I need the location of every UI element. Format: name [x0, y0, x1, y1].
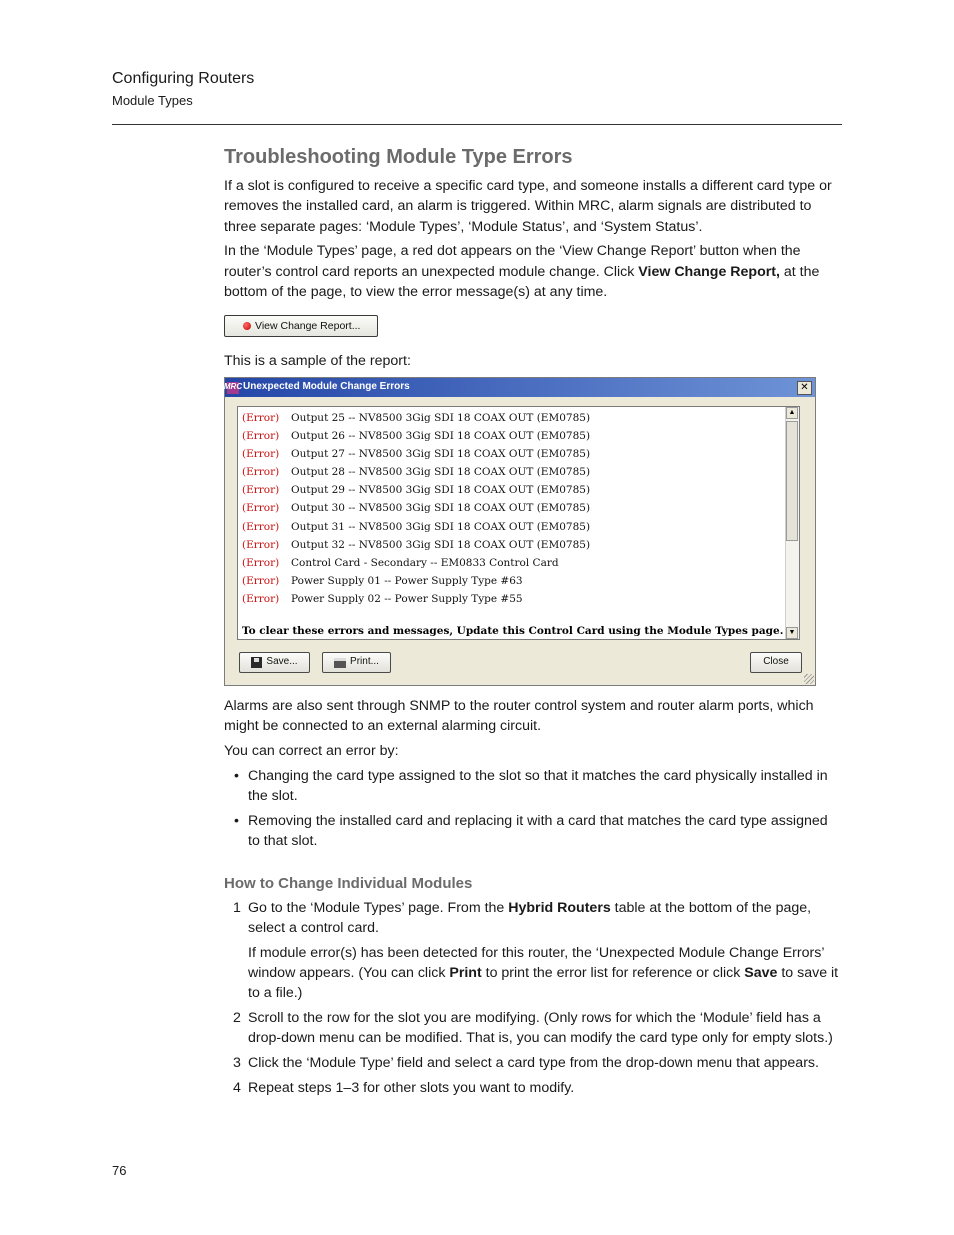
- error-tag: (Error): [242, 466, 280, 479]
- resize-grip-icon[interactable]: [804, 674, 814, 684]
- step-note-part: If module error(s) has been detected for this router, the ‘Unexpected Module Change Errors’ window appears. (You can click: [248, 944, 824, 982]
- running-header-title: Configuring Routers: [112, 70, 255, 87]
- app-icon: MRC: [227, 382, 239, 394]
- correction-options-list: [224, 766, 842, 852]
- scroll-up-icon[interactable]: ▲: [786, 407, 798, 419]
- dialog-titlebar: [225, 378, 815, 397]
- correct-error-intro: You can correct an error by:: [224, 743, 399, 760]
- error-tag: (Error): [242, 411, 280, 424]
- sample-caption: This is a sample of the report:: [224, 352, 411, 369]
- error-tag: (Error): [242, 556, 280, 569]
- list-item: [224, 766, 842, 807]
- save-term: Save: [744, 965, 778, 982]
- view-change-report-term: View Change Report,: [638, 263, 780, 280]
- main-content: [224, 144, 842, 1103]
- step-text-part: table at the bottom of the page, select a control card.: [248, 899, 812, 936]
- bullet-icon: •: [234, 813, 239, 830]
- error-message: Output 29 -- NV8500 3Gig SDI 18 COAX OUT (EM0785): [291, 484, 591, 497]
- page-number: 76: [112, 1163, 127, 1178]
- running-header-subtitle: Module Types: [112, 93, 193, 108]
- list-item: [242, 518, 590, 536]
- error-message: Power Supply 02 -- Power Supply Type #55: [291, 592, 523, 605]
- error-tag: (Error): [242, 430, 280, 443]
- step-number: 3: [233, 1055, 241, 1072]
- step-text: Repeat steps 1–3 for other slots you want to modify.: [248, 1080, 575, 1097]
- header-divider: [112, 124, 842, 125]
- list-item: [242, 481, 590, 499]
- bullet-text: Removing the installed card and replacing it with a card that matches the card type assigned to that slot.: [248, 813, 828, 850]
- step-text: [248, 898, 842, 939]
- step-item: [224, 898, 842, 1004]
- error-tag: (Error): [242, 484, 280, 497]
- error-tag: (Error): [242, 520, 280, 533]
- paragraph-text: In the ‘Module Types’ page, a red dot appears on the ‘View Change Report’ button when the router’s control card reports an unexpected module change. Click: [224, 243, 801, 280]
- paragraph-text: at the bottom of the page, to view the error message(s) at any time.: [224, 263, 820, 300]
- subsection-heading: How to Change Individual Modules: [224, 874, 473, 892]
- list-item: [242, 572, 590, 590]
- list-item: [242, 500, 590, 518]
- error-message: Output 26 -- NV8500 3Gig SDI 18 COAX OUT (EM0785): [291, 430, 591, 443]
- bullet-icon: •: [234, 767, 239, 784]
- print-term: Print: [449, 965, 482, 982]
- step-item: [224, 1078, 842, 1098]
- list-item: [242, 445, 590, 463]
- list-item: [242, 536, 590, 554]
- step-text-part: Go to the ‘Module Types’ page. From the: [248, 899, 509, 916]
- list-item: [242, 427, 590, 445]
- scrollbar-thumb[interactable]: [786, 421, 798, 541]
- printer-icon: [334, 658, 346, 668]
- intro-paragraph: If a slot is configured to receive a specific card type, and someone installs a different card type or removes the installed card, an alarm is triggered. Within MRC, alarm signals are distributed to three separate pages: ‘Module Types’, ‘Module Status’, and ‘System Status’.: [224, 178, 832, 235]
- error-message: Output 30 -- NV8500 3Gig SDI 18 COAX OUT (EM0785): [291, 502, 591, 515]
- error-list[interactable]: [237, 406, 800, 640]
- step-note-part: to save it to a file.): [248, 965, 839, 1002]
- error-tag: (Error): [242, 448, 280, 461]
- error-rows: [242, 409, 590, 608]
- step-number: 4: [233, 1080, 241, 1097]
- step-item: [224, 1053, 842, 1073]
- close-icon[interactable]: ✕: [797, 381, 812, 395]
- clear-errors-note: To clear these errors and messages, Update this Control Card using the Module Types page.: [242, 625, 784, 638]
- save-button[interactable]: [239, 652, 310, 673]
- dialog-title: Unexpected Module Change Errors: [243, 381, 410, 393]
- list-item: [242, 554, 590, 572]
- error-message: Control Card - Secondary -- EM0833 Control Card: [291, 556, 559, 569]
- scroll-down-icon[interactable]: ▼: [786, 627, 798, 639]
- step-note-part: to print the error list for reference or click: [481, 965, 745, 982]
- view-change-paragraph: [224, 241, 842, 302]
- step-item: [224, 1008, 842, 1049]
- list-item: [242, 463, 590, 481]
- error-message: Power Supply 01 -- Power Supply Type #63: [291, 574, 523, 587]
- close-button-label: Close: [763, 656, 789, 668]
- step-note: [248, 943, 842, 1004]
- bullet-text: Changing the card type assigned to the slot so that it matches the card physically installed in the slot.: [248, 767, 828, 805]
- hybrid-routers-term: Hybrid Routers: [508, 899, 611, 916]
- vertical-scrollbar[interactable]: [785, 407, 799, 639]
- floppy-disk-icon: [251, 657, 262, 668]
- error-tag: (Error): [242, 502, 280, 515]
- error-message: Output 31 -- NV8500 3Gig SDI 18 COAX OUT (EM0785): [291, 520, 591, 533]
- close-button[interactable]: [750, 652, 802, 673]
- error-tag: (Error): [242, 592, 280, 605]
- error-tag: (Error): [242, 574, 280, 587]
- error-tag: (Error): [242, 538, 280, 551]
- procedure-steps: [224, 898, 842, 1099]
- print-button[interactable]: [322, 652, 391, 673]
- red-dot-icon: [243, 322, 251, 330]
- error-message: Output 27 -- NV8500 3Gig SDI 18 COAX OUT (EM0785): [291, 448, 591, 461]
- unexpected-module-change-errors-dialog: [224, 377, 816, 686]
- error-message: Output 25 -- NV8500 3Gig SDI 18 COAX OUT (EM0785): [291, 411, 591, 424]
- list-item: [242, 590, 590, 608]
- step-text: Click the ‘Module Type’ field and select a card type from the drop-down menu that appears.: [248, 1055, 819, 1072]
- list-item: [224, 811, 842, 852]
- view-change-report-label: View Change Report...: [255, 319, 361, 332]
- step-text: Scroll to the row for the slot you are modifying. (Only rows for which the ‘Module’ field has a drop-down menu can be modified. That is, you can modify the card type only for empty slots.): [248, 1010, 833, 1047]
- print-button-label: Print...: [350, 656, 379, 668]
- step-number: 1: [233, 899, 241, 916]
- step-number: 2: [233, 1010, 241, 1027]
- list-item: [242, 409, 590, 427]
- save-button-label: Save...: [266, 656, 298, 668]
- error-message: Output 28 -- NV8500 3Gig SDI 18 COAX OUT (EM0785): [291, 466, 591, 479]
- error-message: Output 32 -- NV8500 3Gig SDI 18 COAX OUT (EM0785): [291, 538, 591, 551]
- section-heading: Troubleshooting Module Type Errors: [224, 146, 573, 168]
- view-change-report-button[interactable]: [224, 315, 378, 337]
- alarms-paragraph: Alarms are also sent through SNMP to the router control system and router alarm ports, which might be connected to an external alarming circuit.: [224, 698, 814, 735]
